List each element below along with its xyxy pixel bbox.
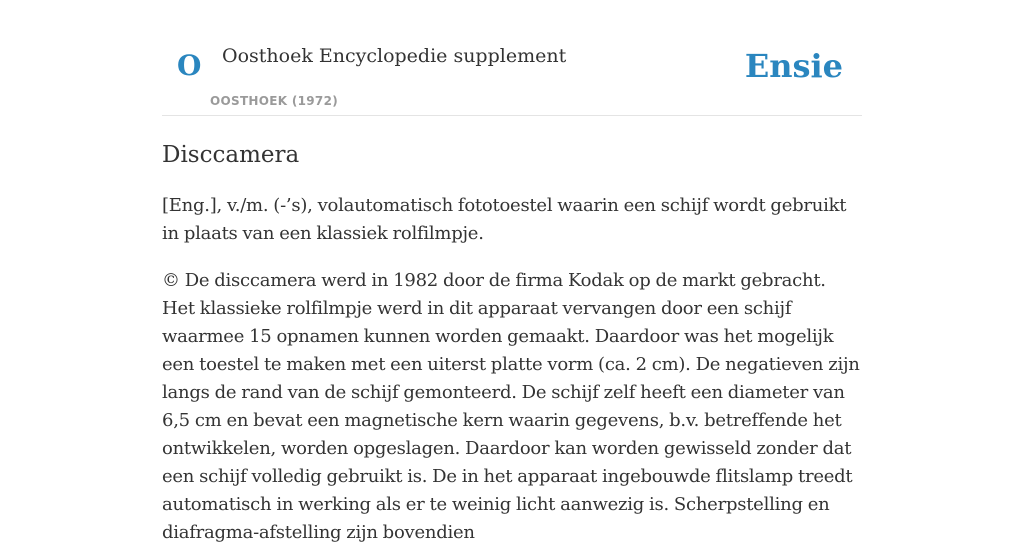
source-title[interactable]: Oosthoek Encyclopedie supplement: [222, 45, 567, 67]
source-header: [162, 0, 862, 116]
page-container: [162, 0, 862, 547]
article-definition: [Eng.], v./m. (-’s), volautomatisch fototoestel waarin een schijf wordt gebruikt in plaats van een klassiek rolfilmpje.: [162, 194, 847, 244]
source-letter-icon: O: [177, 49, 202, 82]
article-headword: Disccamera: [162, 142, 300, 168]
article-body: © De disccamera werd in 1982 door de firma Kodak op de markt gebracht. Het klassieke rolfilmpje werd in dit apparaat vervangen door een schijf waarmee 15 opnamen kunnen worden gemaakt. Daardoor was het mogelijk een toestel te maken met een uiterst platte vorm (ca. 2 cm). De negatieven zijn langs de rand van de schijf gemonteerd. De schijf zelf heeft een diameter van 6,5 cm en bevat een magnetische kern waarin gegevens, b.v. betreffende het ontwikkelen, worden opgeslagen. Daardoor kan worden gewisseld zonder dat een schijf volledig gebruikt is. De in het apparaat ingebouwde flitslamp treedt automatisch in werking als er te weinig licht aanwezig is. Scherpstelling en diafragma-afstelling zijn bovendien: [162, 269, 860, 543]
ensie-logo[interactable]: Ensie: [744, 47, 843, 85]
source-publisher: OOSTHOEK (1972): [210, 94, 339, 108]
